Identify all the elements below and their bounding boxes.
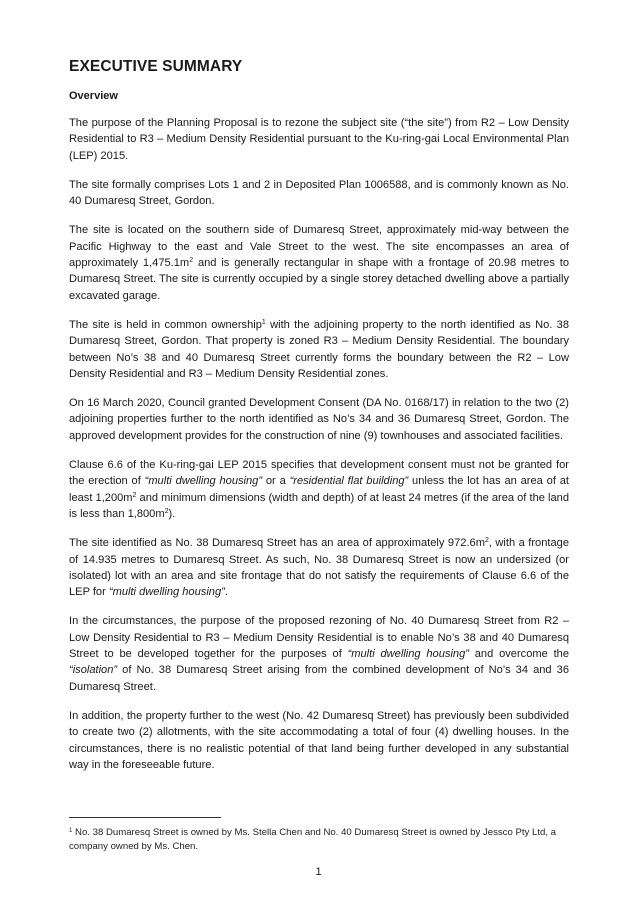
paragraph-ownership xyxy=(69,317,569,382)
paragraph-site-location xyxy=(69,222,569,303)
paragraph-western-property: In addition, the property further to the west (No. 42 Dumaresq Street) has previously been subdivided to create two (2) allotments, with the site accommodating a total of four (4) dwelling houses. In the circumstances, there is no realistic potential of that land being further developed in any substantial way in the foreseeable future. xyxy=(69,709,569,771)
paragraph-development-consent: On 16 March 2020, Council granted Development Consent (DA No. 0168/17) in relation to the two (2) adjoining properties further to the north identified as No’s 34 and 36 Dumaresq Street, Gordon. The approved development provides for the construction of nine (9) townhouses and associated facilities. xyxy=(69,397,569,442)
footnote-text: No. 38 Dumaresq Street is owned by Ms. Stella Chen and No. 40 Dumaresq Street is owned by Jessco Pty Ltd, a company owned by Ms. Chen. xyxy=(69,827,556,853)
section-heading: Overview xyxy=(69,90,118,102)
superscript: 2 xyxy=(189,257,194,265)
text-run: The site is held in common ownership xyxy=(69,318,262,331)
paragraph-clause-6-6 xyxy=(69,457,569,522)
text-run: and overcome the xyxy=(468,648,569,661)
italic-term: “residential flat building” xyxy=(289,475,409,488)
text-run: , with a frontage of 14.935 metres to Dumaresq Street. As such, No. 38 Dumaresq Street is now an undersized (or isolated) lot with an area and site frontage that do not satisfy the requirements of Clause 6.6 of the LEP for xyxy=(69,537,569,599)
paragraph-site-description: The site formally comprises Lots 1 and 2 in Deposited Plan 1006588, and is commonly known as No. 40 Dumaresq Street, Gordon. xyxy=(69,178,569,208)
text-run: The site identified as No. 38 Dumaresq Street has an area of approximately 972.6m xyxy=(69,537,485,550)
superscript: 2 xyxy=(164,507,169,515)
text-run: or a xyxy=(262,475,290,488)
italic-term: “multi dwelling housing” xyxy=(144,475,263,488)
italic-term: “isolation” xyxy=(69,664,118,677)
text-run: In the circumstances, the purpose of the proposed rezoning of No. 40 Dumaresq Street from R2 – Low Density Residential to R3 – Medium Density Residential is to enable No’s 38 and 40 Dumaresq Street to be developed together for the purposes of xyxy=(69,615,569,661)
page-number: 1 xyxy=(315,866,322,878)
body-text xyxy=(69,115,569,786)
text-run: . xyxy=(224,586,228,599)
italic-term: “multi dwelling housing” xyxy=(108,586,225,599)
superscript: 2 xyxy=(132,491,137,499)
page-title: EXECUTIVE SUMMARY xyxy=(69,58,243,75)
italic-term: “multi dwelling housing” xyxy=(347,648,469,661)
text-run: and is generally rectangular in shape with a frontage of 20.98 metres to Dumaresq Street. The site is currently occupied by a single storey detached dwelling above a partially excavated garage. xyxy=(69,257,569,302)
text-run: of No. 38 Dumaresq Street arising from the combined development of No’s 34 and 36 Dumaresq Street. xyxy=(69,664,569,693)
superscript: 2 xyxy=(484,537,489,545)
text-run: and minimum dimensions (width and depth) of at least 24 metres (if the area of the land is less than 1,800m xyxy=(69,491,569,520)
text-run: The site is located on the southern side of Dumaresq Street, approximately mid-way between the Pacific Highway to the east and Vale Street to the west. The site encompasses an area of approximately 1,475.1m xyxy=(69,224,569,270)
text-run: Clause 6.6 of the Ku-ring-gai LEP 2015 specifies that development consent must not be granted for the erection of xyxy=(69,459,569,488)
text-run: ). xyxy=(168,507,176,520)
text-run: unless the lot has an area of at least 1,200m xyxy=(69,475,569,504)
paragraph-purpose: The purpose of the Planning Proposal is to rezone the subject site (“the site”) from R2 – Low Density Residential to R3 – Medium Density Residential pursuant to the Ku-ring-gai Local Environmental Plan (LEP) 2015. xyxy=(69,117,569,162)
text-run: with the adjoining property to the north identified as No. 38 Dumaresq Street, Gordon. That property is zoned R3 – Medium Density Residential. The boundary between No’s 38 and 40 Dumaresq Street currently forms the boundary between the R2 – Low Density Residential and R3 – Medium Density Residential zones. xyxy=(69,318,569,380)
footnote-divider xyxy=(69,817,221,818)
paragraph-undersized-lot xyxy=(69,535,569,600)
footnote-reference: 1 xyxy=(261,318,266,326)
footnote xyxy=(69,826,569,854)
paragraph-rezoning-purpose xyxy=(69,613,569,694)
footnote-mark: 1 xyxy=(69,828,73,834)
